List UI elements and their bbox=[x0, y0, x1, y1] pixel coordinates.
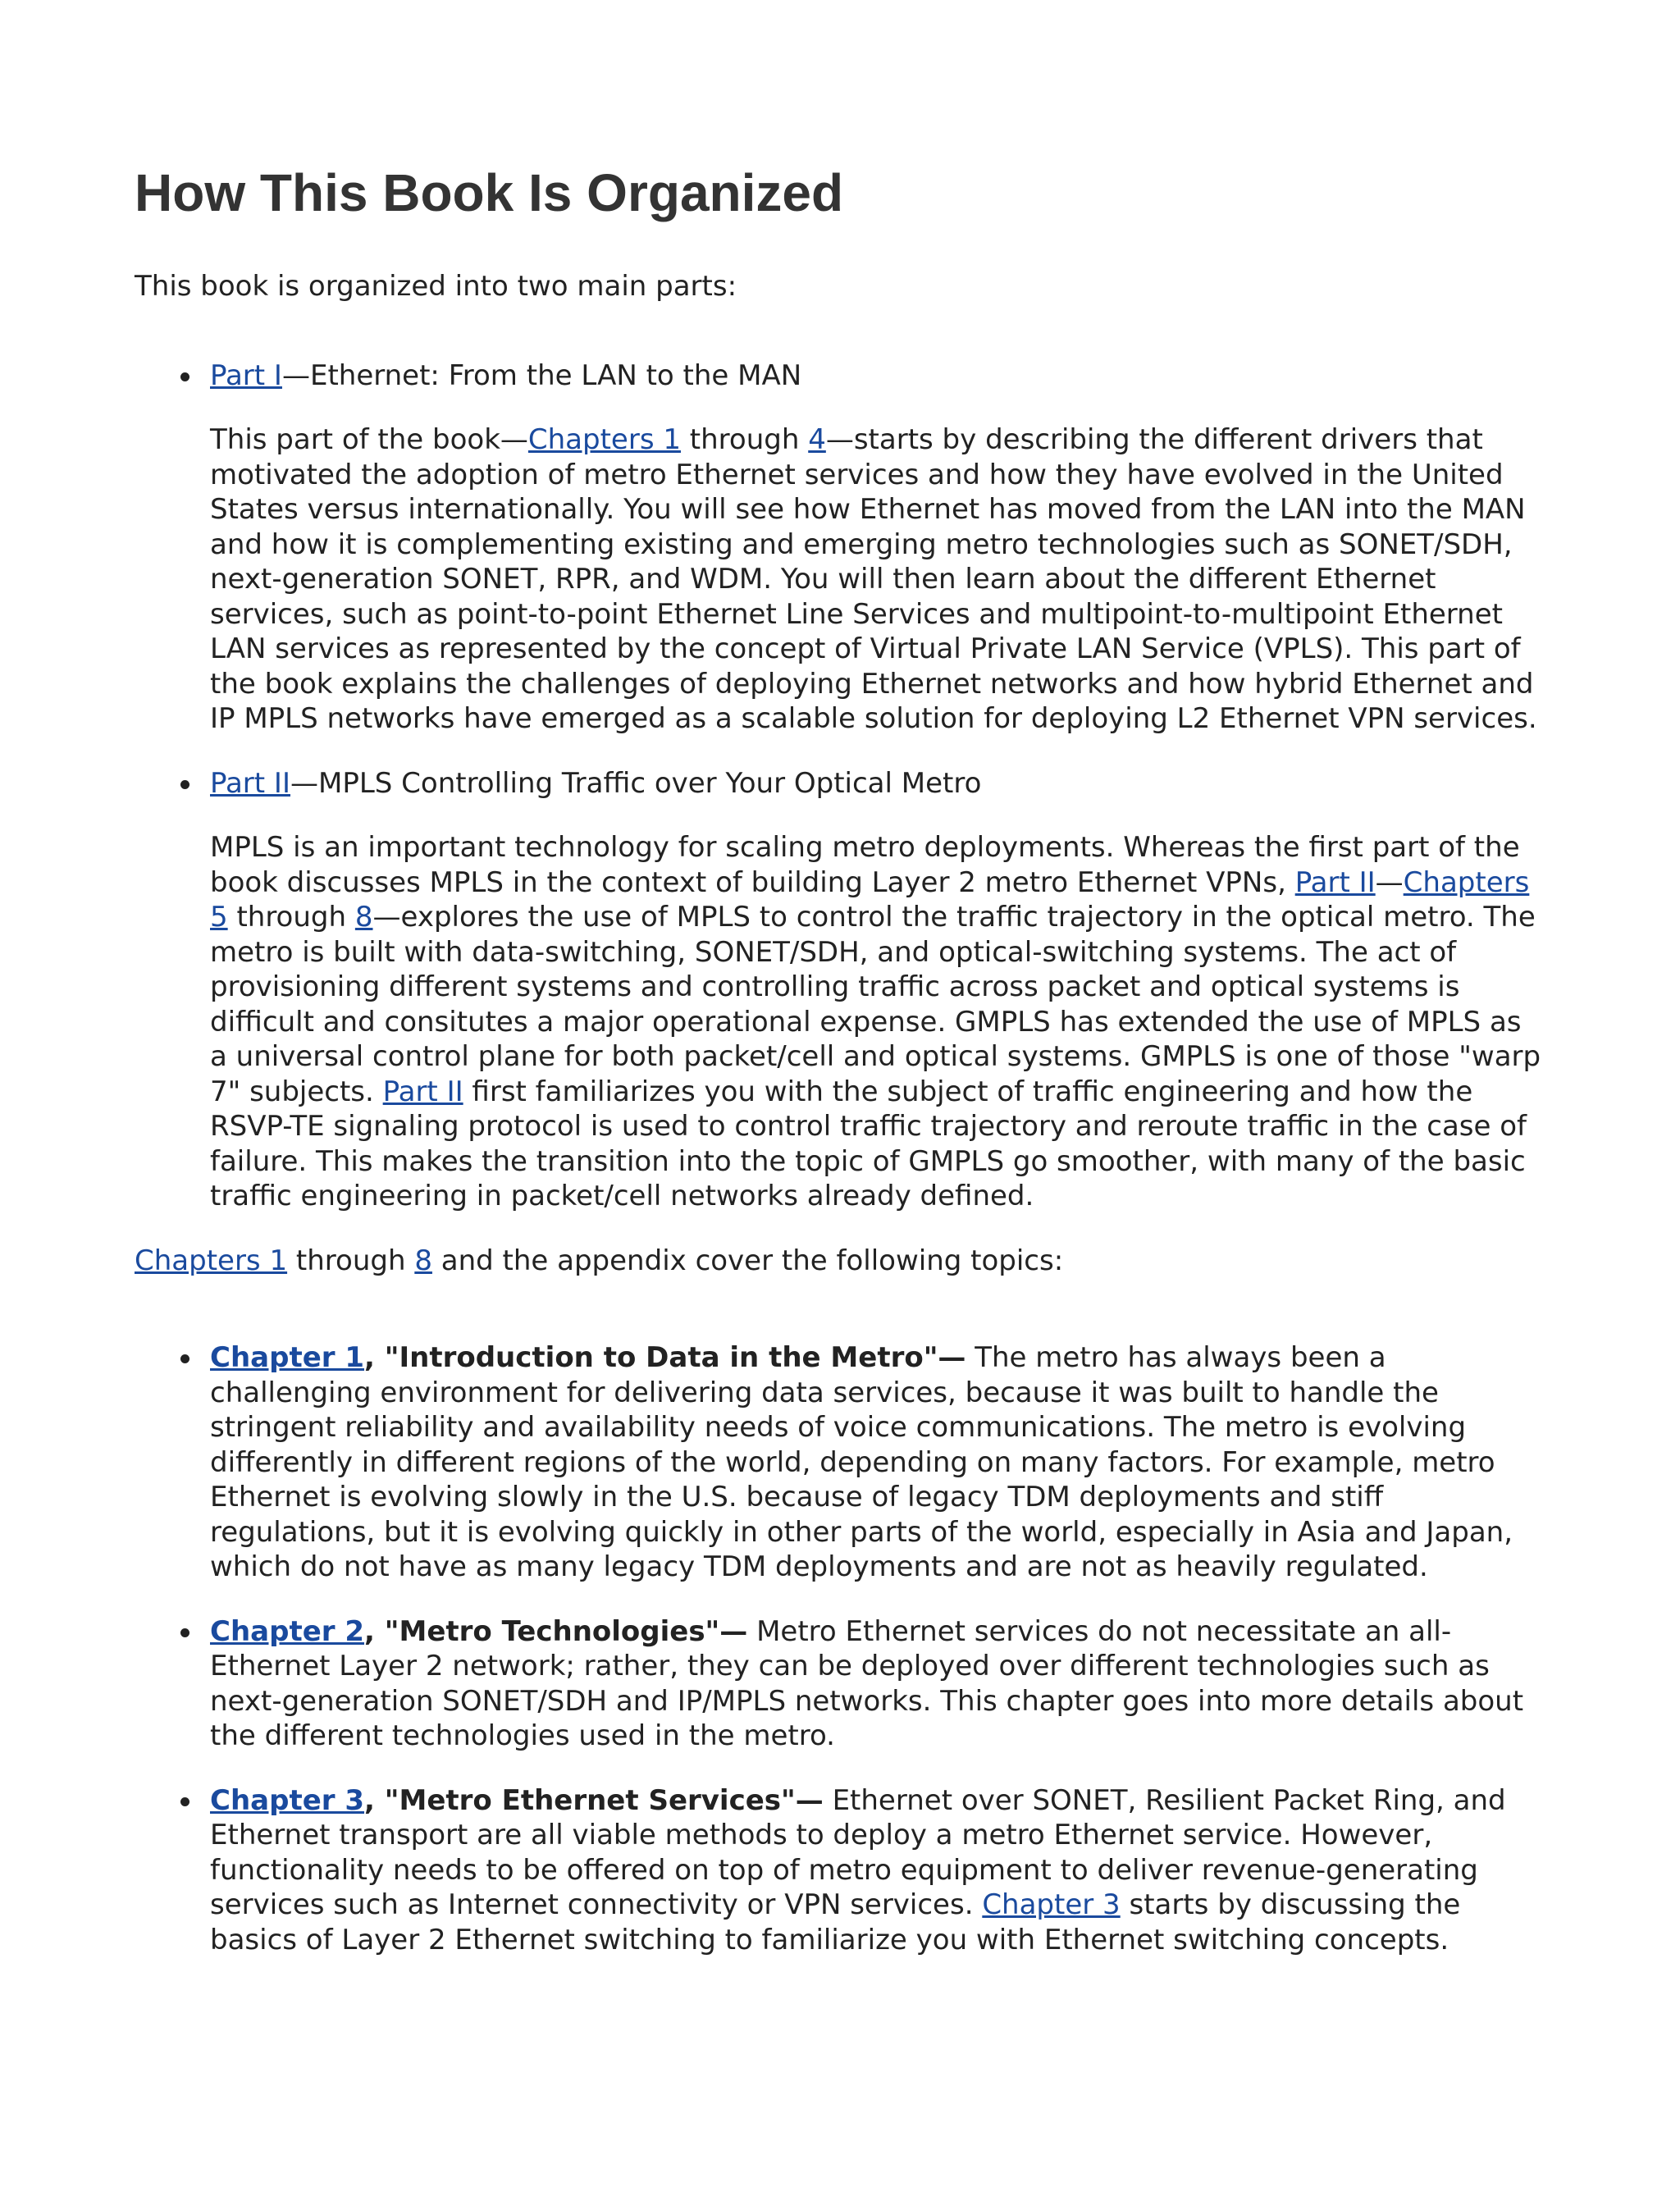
chapter-1-description: The metro has always been a challenging environment for delivering data services, because it was built to handle the stringent reliability and availability needs of voice communications. The metro is evolving differently in different regions of the world, depending on many factors. For example, metro Ethernet is evolving slowly in the U.S. because of legacy TDM deployments and stiff regulations, but it is evolving quickly in other parts of the world, especially in Asia and Japan, which do not have as many legacy TDM deployments and are not as heavily regulated. bbox=[210, 1341, 1513, 1584]
chapter-2-description: Metro Ethernet services do not necessitate an all-Ethernet Layer 2 network; rather, they can be deployed over different technologies such as next-generation SONET/SDH and IP/MPLS networks. This chapter goes into more details about the different technologies used in the metro. bbox=[210, 1614, 1524, 1753]
chapter-4-link[interactable]: 4 bbox=[808, 423, 826, 457]
chapter-2-link[interactable]: Chapter 2 bbox=[210, 1614, 365, 1648]
chapter-1-link[interactable]: Chapter 1 bbox=[210, 1341, 365, 1375]
part-2-heading: Part II—MPLS Controlling Traffic over Your Optical Metro bbox=[210, 766, 982, 800]
part-1-link[interactable]: Part I bbox=[210, 358, 282, 392]
chapter-3-description: Ethernet over SONET, Resilient Packet Ring, and Ethernet transport are all viable methods to deploy a metro Ethernet service. However, functionality needs to be offered on top of metro equipment to deliver revenue-generating services such as Internet connectivity or VPN services. bbox=[210, 1783, 1506, 1922]
chapter-8-link[interactable]: 8 bbox=[354, 901, 373, 934]
chapter-3-link[interactable]: Chapter 3 bbox=[210, 1783, 365, 1817]
part-2-inline-link-2[interactable]: Part II bbox=[382, 1075, 463, 1108]
list-item-chapter-3: Chapter 3, "Metro Ethernet Services"— Ethernet over SONET, Resilient Packet Ring, and Ethernet transport are all viable methods to deploy a metro Ethernet service. However, functionality needs to be offered on top of metro equipment to deliver revenue-generating services such as Internet connectivity or VPN services. Chapter 3 starts by discussing the basics of Layer 2 Ethernet switching to familiarize you with Ethernet switching concepts. bbox=[210, 1783, 1545, 1958]
chapter-3-title: , "Metro Ethernet Services"— bbox=[364, 1783, 824, 1817]
list-item-part-2 bbox=[210, 766, 1545, 1214]
topics-intro-paragraph: Chapters 1 through 8 and the appendix cover the following topics: bbox=[135, 1244, 1064, 1277]
chapters-list bbox=[135, 1340, 1545, 1957]
list-item-chapter-2 bbox=[210, 1614, 1545, 1754]
page-title: How This Book Is Organized bbox=[135, 163, 844, 222]
part-1-description: This part of the book—Chapters 1 through 4—starts by describing the different drivers that motivated the adoption of metro Ethernet services and how they have evolved in the United States versus internationally. You will see how Ethernet has moved from the LAN into the MAN and how it is complementing existing and emerging metro technologies such as SONET/SDH, next-generation SONET, RPR, and WDM. You will then learn about the different Ethernet services, such as point-to-point Ethernet Line Services and multipoint-to-multipoint Ethernet LAN services as represented by the concept of Virtual Private LAN Service (VPLS). This part of the book explains the challenges of deploying Ethernet networks and how hybrid Ethernet and IP MPLS networks have emerged as a scalable solution for deploying L2 Ethernet VPN services. bbox=[210, 423, 1537, 736]
chapters-1-link[interactable]: Chapters 1 bbox=[527, 423, 681, 457]
document-page bbox=[135, 164, 1545, 1987]
chapter-3-inline-link[interactable]: Chapter 3 bbox=[982, 1888, 1121, 1922]
chapter-2-title: , "Metro Technologies"— bbox=[364, 1614, 748, 1648]
topics-chapter-8-link[interactable]: 8 bbox=[414, 1244, 432, 1277]
part-1-heading: Part I—Ethernet: From the LAN to the MAN bbox=[210, 358, 802, 392]
chapters-5-link[interactable]: Chapters 5 bbox=[210, 865, 1530, 934]
parts-list bbox=[135, 358, 1545, 1214]
part-2-description: MPLS is an important technology for scaling metro deployments. Whereas the first part of the book discusses MPLS in the context of building Layer 2 metro Ethernet VPNs, Part II—Chapters 5 through 8—explores the use of MPLS to control the traffic trajectory in the optical metro. The metro is built with data-switching, SONET/SDH, and optical-switching systems. The act of provisioning different systems and controlling traffic across packet and optical systems is difficult and consitutes a major operational expense. GMPLS has extended the use of MPLS as a universal control plane for both packet/cell and optical systems. GMPLS is one of those "warp 7" subjects. Part II first familiarizes you with the subject of traffic engineering and how the RSVP-TE signaling protocol is used to control traffic trajectory and reroute traffic in the case of failure. This makes the transition into the topic of GMPLS go smoother, with many of the basic traffic engineering in packet/cell networks already defined. bbox=[210, 831, 1541, 1213]
part-2-link[interactable]: Part II bbox=[210, 766, 290, 800]
intro-paragraph: This book is organized into two main parts: bbox=[135, 270, 737, 304]
topics-chapters-1-link[interactable]: Chapters 1 bbox=[135, 1244, 288, 1277]
chapter-1-title: , "Introduction to Data in the Metro"— bbox=[364, 1341, 966, 1375]
part-2-inline-link[interactable]: Part II bbox=[1294, 865, 1376, 899]
list-item-part-1 bbox=[210, 358, 1545, 737]
list-item-chapter-1 bbox=[210, 1340, 1545, 1585]
